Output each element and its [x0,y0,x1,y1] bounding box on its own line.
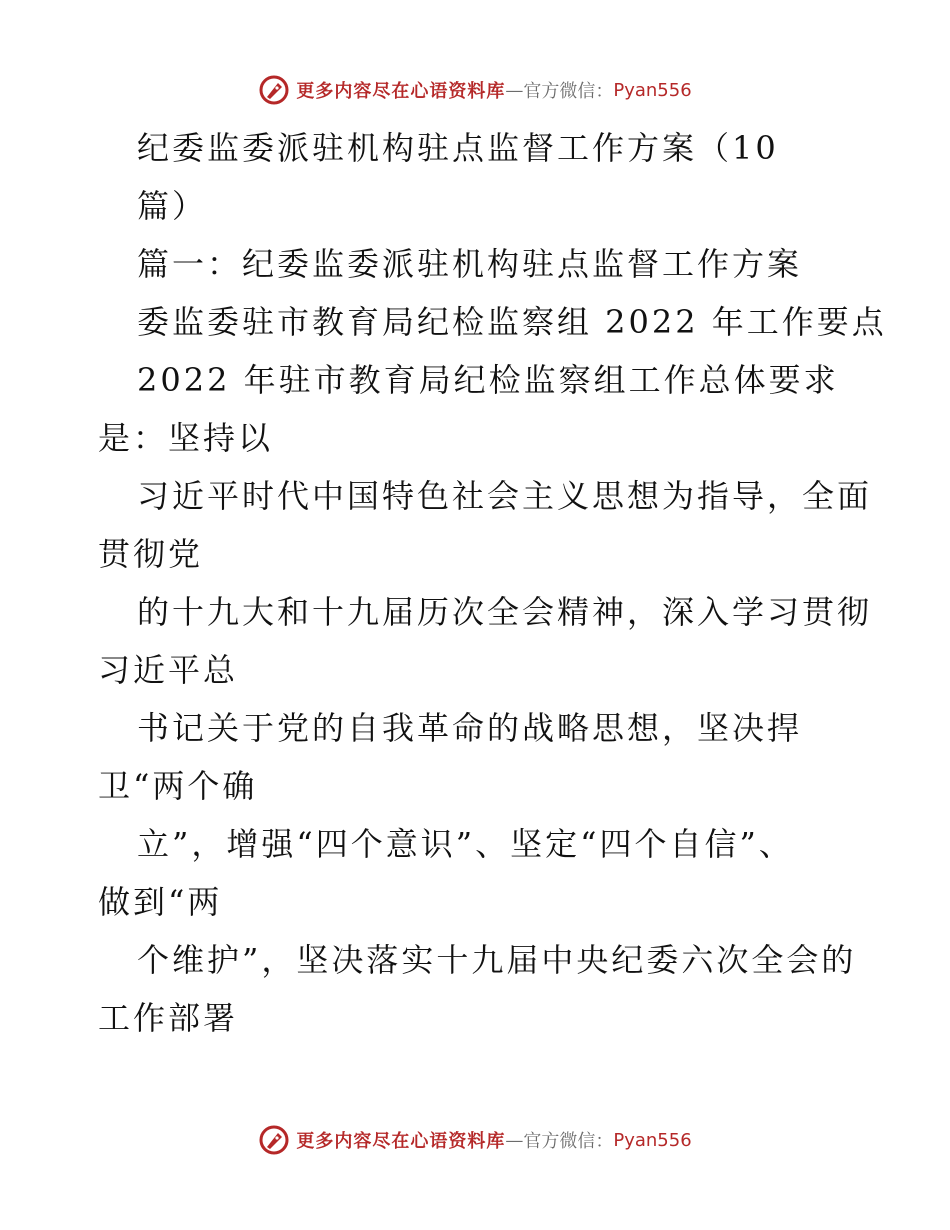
section-heading: 篇一：纪委监委派驻机构驻点监督工作方案 [137,245,803,283]
watermark-wechat-id: Pyan556 [613,79,692,101]
pen-nib-circle-icon [258,74,290,106]
watermark-separator: — [505,79,524,101]
watermark-wechat-label: 官方微信： [523,81,614,102]
text-line: 立”，增强“四个意识”、坚定“四个自信”、 [137,825,794,863]
watermark-wechat-id: Pyan556 [613,1129,692,1151]
text-line: 工作部署 [98,999,239,1037]
footer-watermark [0,1120,950,1160]
text-line: 贯彻党 [98,535,204,573]
text-line: 是：坚持以 [98,419,274,457]
watermark-separator: — [505,1129,524,1151]
text-line: 书记关于党的自我革命的战略思想，坚决捍 [137,709,803,747]
header-watermark [0,70,950,110]
text-line: 做到“两 [98,883,223,921]
text-line: 的十九大和十九届历次全会精神，深入学习贯彻 [137,593,873,631]
text-line: 2022 年驻市教育局纪检监察组工作总体要求 [137,361,839,399]
pen-nib-circle-icon [258,1124,290,1156]
text-line: 卫“两个确 [98,767,258,805]
watermark-brand: 更多内容尽在心语资料库 [296,81,506,102]
text-line: 习近平总 [98,651,239,689]
text-line: 个维护”，坚决落实十九届中央纪委六次全会的 [137,941,857,979]
doc-title-line-1: 纪委监委派驻机构驻点监督工作方案（10 [137,129,779,167]
doc-title-line-2: 篇） [137,187,208,225]
watermark-wechat-label: 官方微信： [523,1131,614,1152]
watermark-brand: 更多内容尽在心语资料库 [296,1131,506,1152]
text-line: 习近平时代中国特色社会主义思想为指导，全面 [137,477,873,515]
text-line: 委监委驻市教育局纪检监察组 2022 年工作要点 [137,303,887,341]
